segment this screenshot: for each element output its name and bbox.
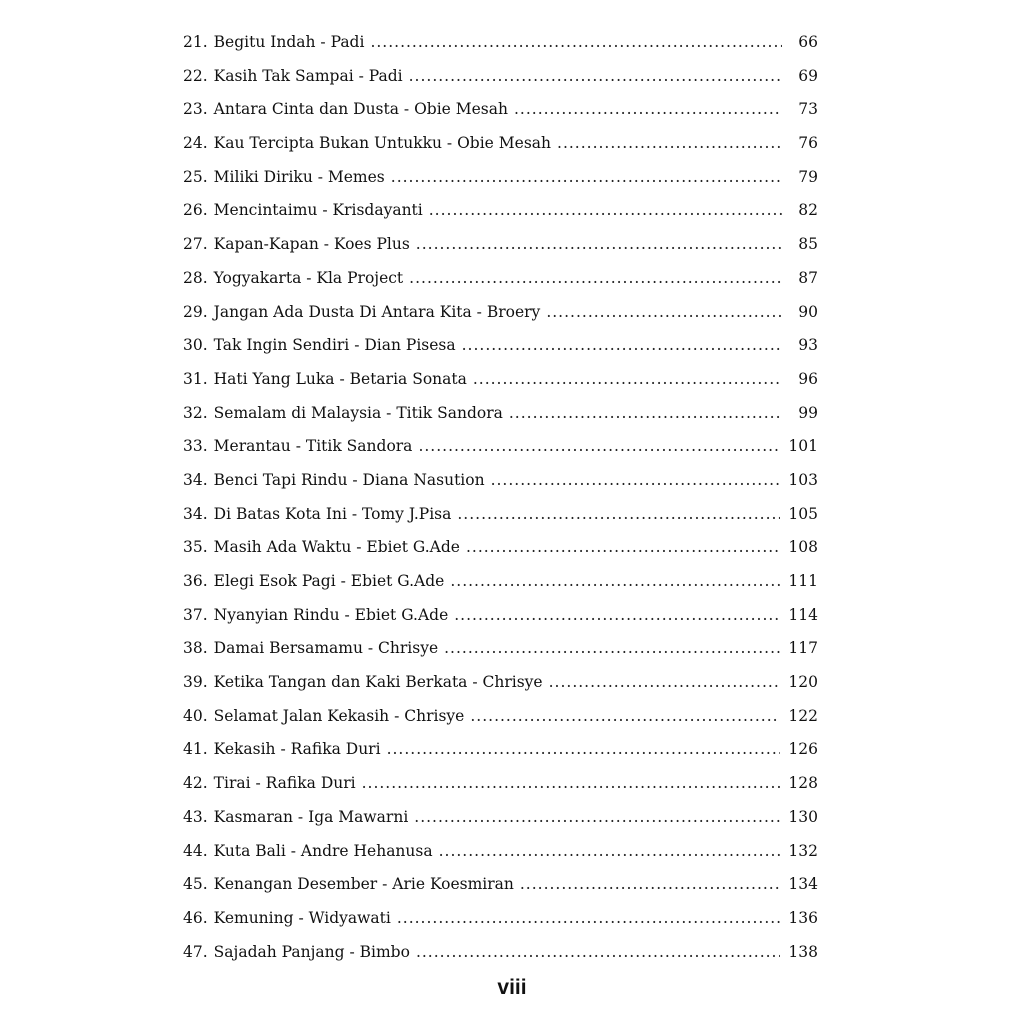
entry-page-number: 132 (788, 841, 818, 860)
entry-number: 24. (183, 134, 208, 153)
dot-leader (416, 228, 782, 262)
entry-title: Elegi Esok Pagi - Ebiet G.Ade (213, 572, 445, 590)
entry-title: Kuta Bali - Andre Hehanusa (213, 841, 433, 860)
entry-page-number: 134 (788, 875, 818, 894)
toc-entry (183, 464, 818, 498)
entry-title: Di Batas Kota Ini - Tomy J.Pisa (213, 504, 452, 523)
toc-entry (183, 397, 818, 431)
entry-number: 43. (183, 807, 208, 826)
entry-number: 28. (183, 268, 208, 287)
dot-leader (546, 296, 782, 330)
toc-entry (183, 767, 818, 801)
entry-page-number: 108 (788, 538, 818, 557)
entry-title: Jangan Ada Dusta Di Antara Kita - Broery (213, 302, 541, 321)
entry-title: Kekasih - Rafika Duri (213, 740, 381, 759)
entry-number: 33. (183, 437, 208, 456)
dot-leader (444, 632, 780, 666)
toc-entry (183, 161, 818, 195)
entry-number: 34. (183, 504, 208, 523)
entry-title: Nyanyian Rindu - Ebiet G.Ade (213, 605, 449, 624)
entry-number: 41. (183, 740, 208, 759)
toc-entry (183, 26, 818, 60)
dot-leader (514, 93, 782, 127)
entry-page-number: 130 (788, 807, 818, 826)
toc-entry (183, 329, 818, 363)
toc-entry (183, 666, 818, 700)
entry-title: Damai Bersamamu - Chrisye (213, 639, 439, 658)
toc-entry (183, 936, 818, 970)
dot-leader (473, 363, 782, 397)
entry-number: 40. (183, 706, 208, 725)
dot-leader (557, 127, 782, 161)
dot-leader (418, 430, 780, 464)
dot-leader (454, 599, 780, 633)
entry-number: 32. (183, 403, 208, 422)
entry-page-number: 136 (788, 908, 818, 927)
entry-page-number: 90 (798, 302, 818, 321)
entry-number: 26. (183, 201, 208, 220)
toc-entry (183, 733, 818, 767)
entry-title: Yogyakarta - Kla Project (213, 268, 404, 287)
entry-page-number: 138 (788, 942, 818, 961)
dot-leader (466, 531, 780, 565)
toc-entry (183, 60, 818, 94)
entry-page-number: 66 (798, 33, 818, 51)
entry-title: Masih Ada Waktu - Ebiet G.Ade (213, 538, 460, 557)
dot-leader (409, 262, 782, 296)
entry-number: 25. (183, 167, 208, 186)
toc-entry (183, 835, 818, 869)
entry-number: 37. (183, 605, 208, 624)
entry-title: Kemuning - Widyawati (213, 908, 391, 927)
toc-entry (183, 531, 818, 565)
entry-page-number: 120 (788, 673, 818, 692)
entry-title: Antara Cinta dan Dusta - Obie Mesah (213, 100, 508, 119)
dot-leader (549, 666, 781, 700)
entry-number: 46. (183, 908, 208, 927)
entry-title: Sajadah Panjang - Bimbo (213, 942, 410, 961)
dot-leader (520, 868, 781, 902)
dot-leader (462, 329, 782, 363)
dot-leader (397, 902, 781, 936)
toc-entry (183, 599, 818, 633)
toc-entry (183, 228, 818, 262)
entry-title: Semalam di Malaysia - Titik Sandora (213, 403, 503, 422)
entry-title: Selamat Jalan Kekasih - Chrisye (213, 706, 465, 725)
entry-page-number: 76 (798, 134, 818, 153)
entry-number: 29. (183, 302, 208, 321)
dot-leader (416, 936, 780, 970)
entry-title: Kenangan Desember - Arie Koesmiran (213, 875, 514, 894)
dot-leader (362, 767, 781, 801)
entry-page-number: 117 (788, 639, 818, 658)
toc-entry (183, 127, 818, 161)
toc-entry (183, 363, 818, 397)
toc-entry (183, 93, 818, 127)
entry-page-number: 79 (798, 167, 818, 186)
entry-page-number: 93 (798, 336, 818, 355)
entry-page-number: 96 (798, 369, 818, 388)
entry-page-number: 128 (788, 774, 818, 793)
entry-title: Kasmaran - Iga Mawarni (213, 807, 409, 826)
entry-title: Begitu Indah - Padi (213, 33, 365, 51)
entry-page-number: 99 (798, 403, 818, 422)
entry-number: 31. (183, 369, 208, 388)
entry-page-number: 114 (788, 605, 818, 624)
dot-leader (439, 835, 781, 869)
entry-page-number: 82 (798, 201, 818, 220)
table-of-contents (183, 26, 818, 969)
toc-entry (183, 902, 818, 936)
entry-number: 22. (183, 66, 208, 85)
toc-entry (183, 498, 818, 532)
entry-page-number: 103 (788, 470, 818, 489)
entry-number: 45. (183, 875, 208, 894)
entry-number: 21. (183, 33, 208, 51)
entry-page-number: 69 (798, 66, 818, 85)
entry-page-number: 101 (788, 437, 818, 456)
dot-leader (470, 700, 780, 734)
entry-title: Merantau - Titik Sandora (213, 437, 413, 456)
entry-number: 38. (183, 639, 208, 658)
entry-title: Mencintaimu - Krisdayanti (213, 201, 423, 220)
dot-leader (387, 733, 781, 767)
entry-number: 30. (183, 336, 208, 355)
entry-page-number: 85 (798, 235, 818, 254)
toc-entry (183, 194, 818, 228)
entry-number: 39. (183, 673, 208, 692)
entry-title: Hati Yang Luka - Betaria Sonata (213, 369, 467, 388)
entry-title: Tak Ingin Sendiri - Dian Pisesa (213, 336, 456, 355)
entry-title: Tirai - Rafika Duri (213, 774, 356, 793)
entry-page-number: 122 (788, 706, 818, 725)
entry-title: Kau Tercipta Bukan Untukku - Obie Mesah (213, 134, 552, 153)
toc-entry (183, 868, 818, 902)
dot-leader (414, 801, 780, 835)
entry-title: Ketika Tangan dan Kaki Berkata - Chrisye (213, 673, 543, 692)
toc-entry (183, 430, 818, 464)
page-footer-number: viii (497, 976, 527, 999)
entry-number: 35. (183, 538, 208, 557)
entry-title: Benci Tapi Rindu - Diana Nasution (213, 470, 485, 489)
entry-title: Kasih Tak Sampai - Padi (213, 66, 403, 85)
entry-number: 44. (183, 841, 208, 860)
dot-leader (450, 565, 780, 599)
entry-number: 27. (183, 235, 208, 254)
entry-page-number: 105 (788, 504, 818, 523)
entry-number: 42. (183, 774, 208, 793)
entry-page-number: 73 (798, 100, 818, 119)
toc-entry (183, 296, 818, 330)
entry-page-number: 111 (788, 572, 818, 590)
entry-title: Miliki Diriku - Memes (213, 167, 385, 186)
dot-leader (457, 498, 780, 532)
entry-number: 47. (183, 942, 208, 961)
toc-entry (183, 262, 818, 296)
entry-page-number: 126 (788, 740, 818, 759)
dot-leader (429, 194, 782, 228)
toc-entry (183, 565, 818, 599)
dot-leader (409, 60, 782, 94)
entry-number: 34. (183, 470, 208, 489)
entry-title: Kapan-Kapan - Koes Plus (213, 235, 410, 254)
toc-entry (183, 801, 818, 835)
entry-number: 36. (183, 572, 208, 590)
entry-page-number: 87 (798, 268, 818, 287)
toc-entry (183, 632, 818, 666)
dot-leader (391, 161, 782, 195)
dot-leader (370, 26, 782, 60)
toc-entry (183, 700, 818, 734)
dot-leader (491, 464, 781, 498)
dot-leader (509, 397, 782, 431)
entry-number: 23. (183, 100, 208, 119)
